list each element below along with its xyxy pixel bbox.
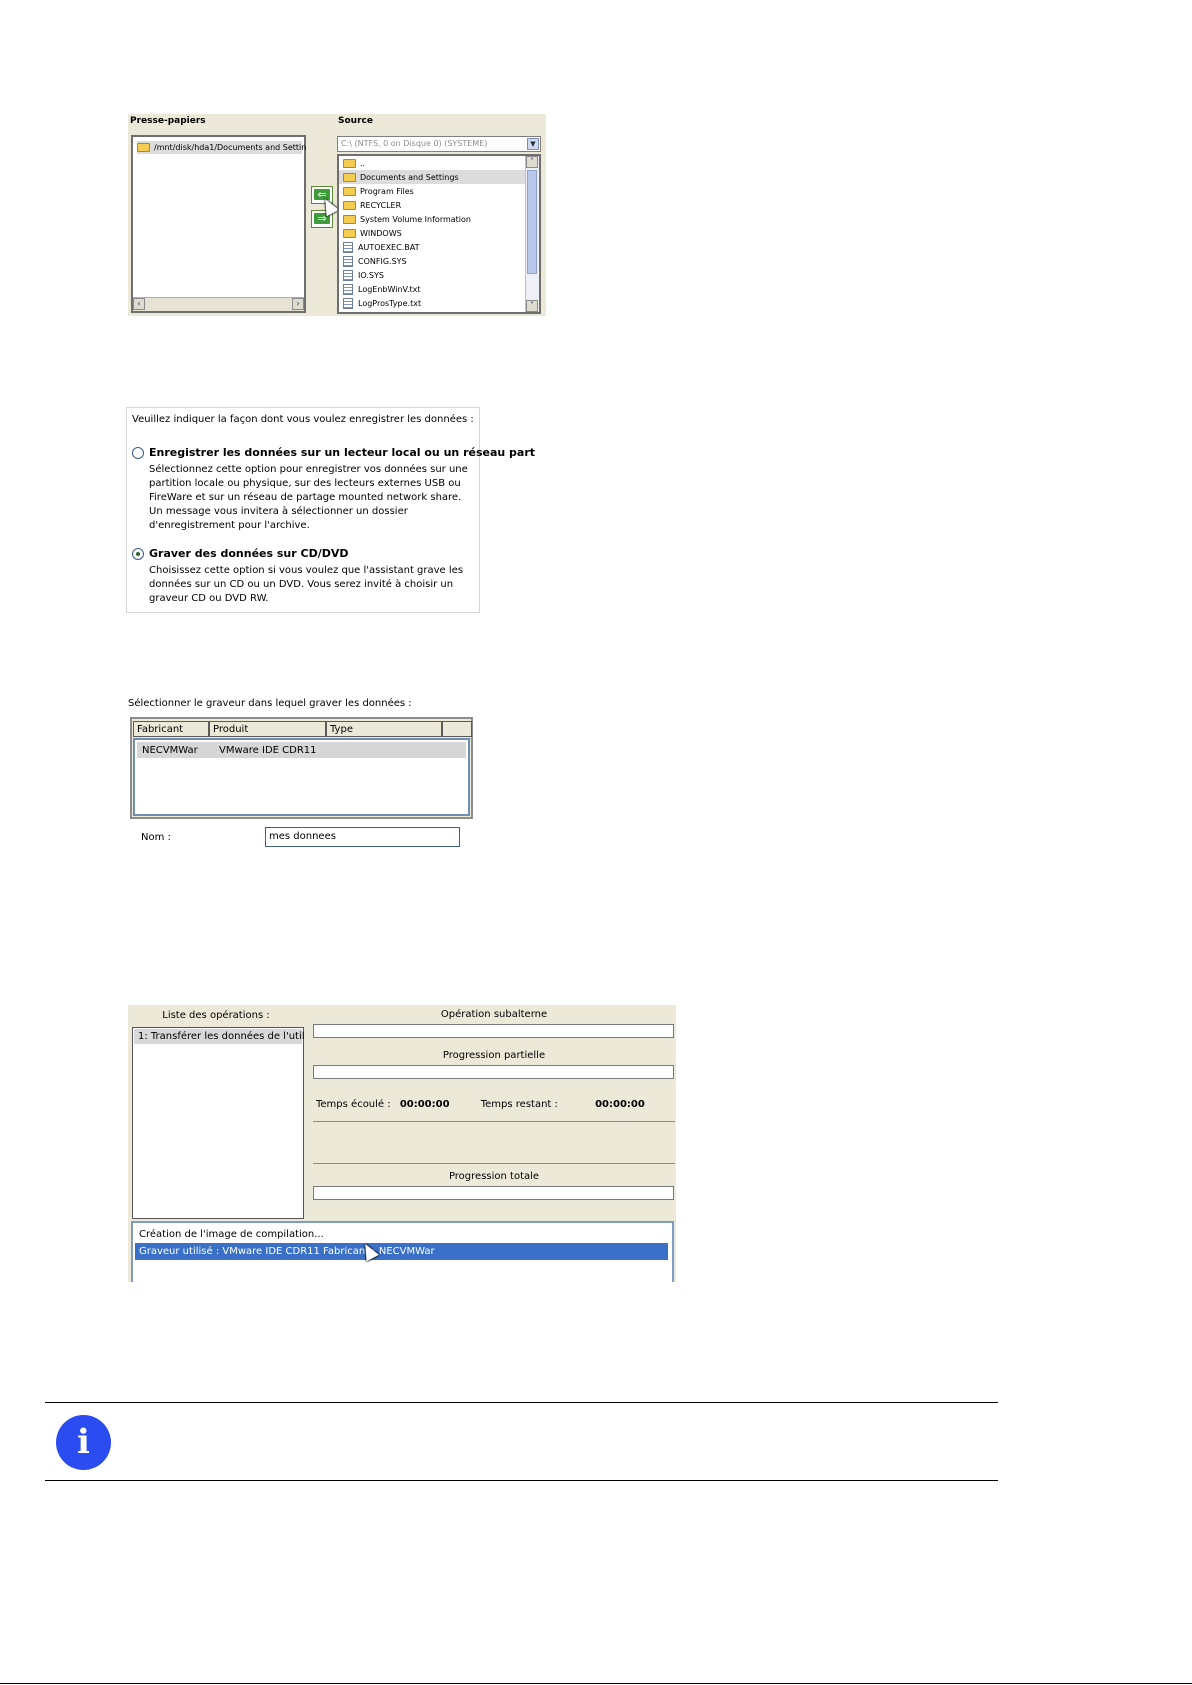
desc-line: Sélectionnez cette option pour enregistrer vos données sur une	[149, 464, 468, 475]
column-produit[interactable]: Produit	[209, 721, 326, 737]
clipboard-list[interactable]	[131, 135, 306, 313]
total-progress-bar	[313, 1186, 674, 1200]
save-method-prompt: Veuillez indiquer la façon dont vous voulez enregistrer les données :	[132, 414, 474, 425]
scroll-up-icon[interactable]: ˄	[526, 156, 538, 168]
scroll-thumb[interactable]	[527, 170, 537, 274]
info-icon: i	[56, 1415, 111, 1470]
file-icon	[343, 242, 353, 253]
list-item[interactable]	[339, 184, 539, 198]
desc-line: FireWare et sur un réseau de partage mounted network share.	[149, 492, 462, 503]
list-item[interactable]	[339, 268, 539, 282]
file-icon	[343, 256, 353, 267]
list-item-label: ..	[360, 158, 366, 168]
list-item[interactable]	[339, 212, 539, 226]
page-footer-rule	[0, 1683, 1192, 1684]
save-method-panel	[126, 407, 536, 613]
scroll-right-icon[interactable]: ›	[292, 298, 304, 310]
elapsed-value: 00:00:00	[399, 1099, 450, 1110]
burner-list[interactable]	[133, 738, 470, 816]
list-item[interactable]	[339, 198, 539, 212]
column-type[interactable]: Type	[326, 721, 442, 737]
list-item-label: System Volume Information	[360, 214, 471, 224]
remaining-value: 00:00:00	[595, 1099, 645, 1110]
log-list[interactable]	[131, 1221, 674, 1282]
folder-icon	[343, 187, 356, 196]
option-save-local-desc	[149, 463, 468, 533]
operations-list[interactable]	[132, 1027, 304, 1219]
burner-table-header	[133, 721, 472, 737]
list-item-label: CONFIG.SYS	[358, 256, 407, 266]
sub-operation-progress-bar	[313, 1024, 674, 1038]
note-bottom-rule	[45, 1480, 998, 1481]
clipboard-item[interactable]	[137, 141, 307, 154]
list-item-label: Program Files	[360, 186, 414, 196]
total-progress-label: Progression totale	[448, 1171, 540, 1182]
folder-icon	[137, 143, 150, 152]
operations-list-label: Liste des opérations :	[162, 1010, 270, 1021]
list-item-label: Documents and Settings	[360, 172, 459, 182]
list-item-label: WINDOWS	[360, 228, 402, 238]
name-label: Nom :	[141, 832, 171, 843]
desc-line: partition locale ou physique, sur des lecteurs externes USB ou	[149, 478, 461, 489]
folder-icon	[343, 173, 356, 182]
source-rows	[339, 156, 539, 310]
scroll-down-icon[interactable]: ˅	[526, 300, 538, 312]
file-icon	[343, 298, 353, 309]
clipboard-label: Presse-papiers	[130, 116, 206, 126]
list-item-label: LogProsType.txt	[358, 298, 422, 308]
remaining-label: Temps restant :	[480, 1099, 558, 1110]
list-item[interactable]	[339, 240, 539, 254]
list-item-label: IO.SYS	[358, 270, 384, 280]
operations-panel	[128, 1005, 676, 1282]
clipboard-horizontal-scrollbar[interactable]	[133, 297, 304, 311]
list-item[interactable]	[339, 282, 539, 296]
arrow-left-icon: ⇐	[314, 189, 329, 200]
partial-progress-label: Progression partielle	[442, 1050, 546, 1061]
folder-icon	[343, 215, 356, 224]
source-vertical-scrollbar[interactable]	[525, 156, 539, 312]
list-item[interactable]	[339, 254, 539, 268]
list-item[interactable]	[339, 156, 539, 170]
desc-line: données sur un CD ou un DVD. Vous serez invité à choisir un	[149, 579, 454, 590]
arrow-right-icon: ⇒	[314, 213, 329, 224]
radio-burn-cd[interactable]	[132, 548, 144, 560]
desc-line: Un message vous invitera à sélectionner un dossier	[149, 506, 408, 517]
table-row[interactable]	[137, 742, 466, 758]
clipboard-source-panel	[128, 114, 546, 316]
file-icon	[343, 284, 353, 295]
cell-fabricant: NECVMWar	[142, 744, 198, 756]
note-top-rule	[45, 1402, 998, 1403]
name-input[interactable]: mes donnees	[265, 827, 460, 847]
file-icon	[343, 270, 353, 281]
clipboard-item-label: /mnt/disk/hda1/Documents and Settin	[154, 143, 307, 152]
source-label: Source	[338, 116, 373, 126]
source-drive-value: C:\ (NTFS, 0 on Disque 0) (SYSTEME)	[341, 139, 488, 148]
partial-progress-bar	[313, 1065, 674, 1079]
divider	[313, 1163, 675, 1164]
source-file-list[interactable]	[337, 154, 541, 314]
list-item-label: LogEnbWinV.txt	[358, 284, 421, 294]
list-item-label: RECYCLER	[360, 200, 402, 210]
list-item[interactable]: 1: Transférer les données de l'util	[134, 1029, 302, 1044]
option-save-local-title[interactable]: Enregistrer les données sur un lecteur local ou un réseau part	[149, 446, 536, 459]
time-readout	[316, 1099, 645, 1110]
log-line[interactable]: Création de l'image de compilation...	[139, 1229, 324, 1240]
radio-save-local[interactable]	[132, 447, 144, 459]
sub-operation-label: Opération subalterne	[440, 1009, 548, 1020]
list-item[interactable]	[339, 170, 525, 184]
option-burn-cd-desc	[149, 564, 463, 606]
scroll-left-icon[interactable]: ‹	[133, 298, 145, 310]
folder-icon	[343, 229, 356, 238]
list-item-label: AUTOEXEC.BAT	[358, 242, 420, 252]
desc-line: d'enregistrement pour l'archive.	[149, 520, 310, 531]
elapsed-label: Temps écoulé :	[316, 1099, 391, 1110]
divider	[313, 1121, 675, 1122]
log-line-selected[interactable]: Graveur utilisé : VMware IDE CDR11 Fabricant : NECVMWar	[135, 1243, 668, 1260]
burner-table	[130, 717, 473, 819]
column-fabricant[interactable]: Fabricant	[133, 721, 209, 737]
source-drive-select[interactable]	[337, 136, 541, 152]
cell-produit: VMware IDE CDR11	[219, 744, 317, 756]
option-burn-cd-title[interactable]: Graver des données sur CD/DVD	[149, 547, 349, 560]
chevron-down-icon[interactable]: ▼	[527, 138, 539, 150]
burner-select-title: Sélectionner le graveur dans lequel graver les données :	[128, 698, 412, 709]
list-item[interactable]	[339, 226, 539, 240]
desc-line: Choisissez cette option si vous voulez que l'assistant grave les	[149, 565, 464, 576]
folder-icon	[343, 159, 356, 168]
desc-line: graveur CD ou DVD RW.	[149, 593, 269, 604]
folder-icon	[343, 201, 356, 210]
list-item[interactable]	[339, 296, 539, 310]
column-spacer	[442, 721, 472, 737]
